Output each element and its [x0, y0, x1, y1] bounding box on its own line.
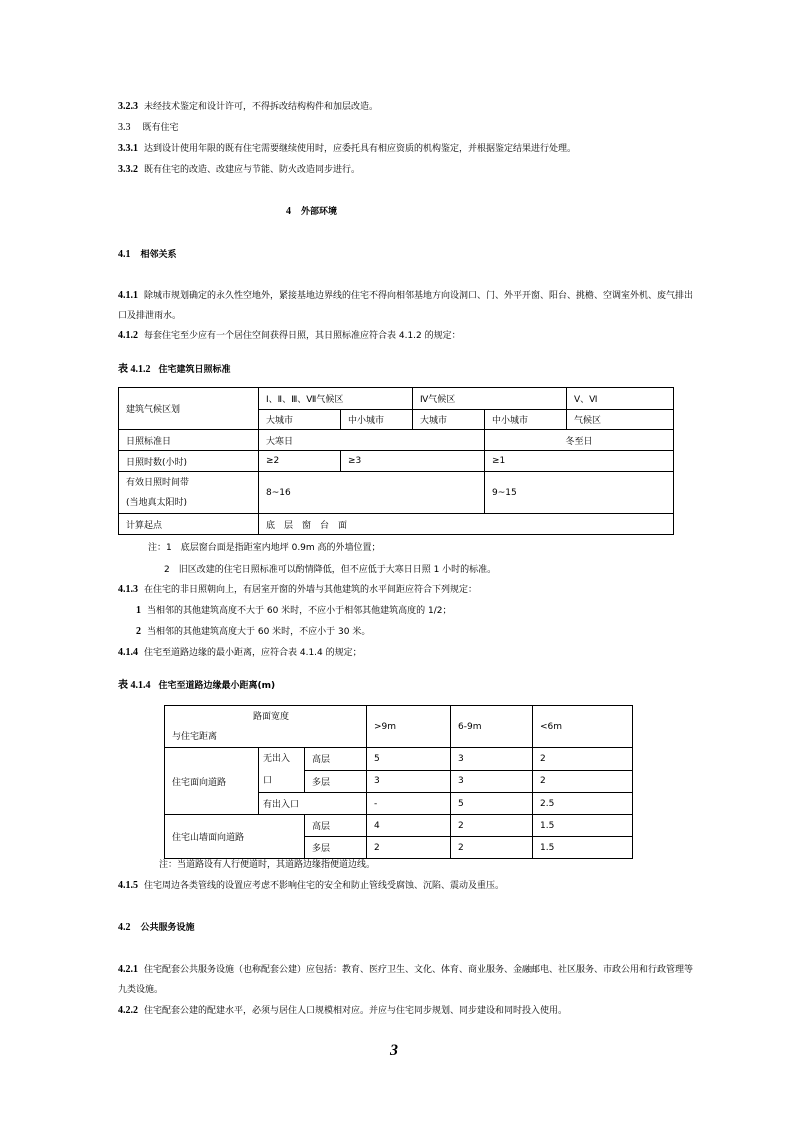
table-cell: 1.5: [533, 837, 633, 859]
header-line: 与住宅距离: [172, 731, 218, 742]
table-cell: ≥3: [341, 451, 485, 472]
table-cell: 冬至日: [485, 430, 674, 451]
para-4-2-1: [118, 964, 693, 976]
table-cell: 2: [533, 748, 633, 771]
para-4-1-2: [118, 330, 461, 342]
table-cell: 5: [367, 748, 451, 771]
table-cell: 高层: [305, 748, 367, 771]
para-4-2-2: [118, 1005, 567, 1017]
table-cell: ≥2: [259, 451, 341, 472]
para-text: 公共服务设施: [140, 923, 195, 933]
table-cell: 日照标准日: [119, 430, 259, 451]
table-cell: 5: [451, 793, 533, 815]
table-cell: 8~16: [259, 472, 485, 514]
table-cell: 中小城市: [341, 410, 413, 430]
table-cell: 3: [367, 770, 451, 793]
para-number: 1: [136, 605, 141, 616]
table-cell: 2: [533, 770, 633, 793]
table-cell: Ⅰ、Ⅱ、Ⅲ、Ⅶ气候区: [259, 388, 413, 410]
table2-caption: [118, 680, 275, 692]
para-text: 住宅周边各类管线的设置应考虑不影响住宅的安全和防止管线受腐蚀、沉陷、震动及重压。: [144, 881, 505, 891]
cell-line: (当地真太阳时): [126, 497, 188, 508]
para-text: 外部环境: [301, 207, 338, 217]
heading-4-1: [118, 249, 177, 261]
para-number: 4.2.1: [118, 964, 138, 975]
para-number: 3.3.2: [118, 164, 138, 175]
table-cell: [119, 472, 259, 514]
table-cell: 大寒日: [259, 430, 485, 451]
table-cell: 2: [451, 815, 533, 837]
table-cell: Ⅳ气候区: [413, 388, 567, 410]
para-text: 住宅配套公建的配建水平，必须与居住人口规模相对应。并应与住宅同步规划、同步建设和同时投入使用。: [144, 1006, 568, 1016]
para-number: 4.1.1: [118, 290, 138, 301]
table-cell: 3: [451, 770, 533, 793]
table-cell: 中小城市: [485, 410, 567, 430]
para-number: 4.2: [118, 922, 131, 933]
table-cell: 住宅山墙面向道路: [165, 815, 305, 859]
table1-note-2: 2 旧区改建的住宅日照标准可以酌情降低，但不应低于大寒日日照 1 小时的标准。: [164, 565, 497, 575]
para-number: 2: [136, 626, 141, 637]
table-cell: 2: [451, 837, 533, 859]
cell-line: 有效日照时间带: [126, 477, 190, 488]
para-text: 除城市规划确定的永久性空地外，紧接基地边界线的住宅不得向相邻基地方向设洞口、门、外平开窗、阳台、挑檐、空调室外机、废气排出: [144, 291, 694, 301]
table-cell: 6-9m: [451, 706, 533, 748]
table-cell: 多层: [305, 837, 367, 859]
para-text: 既有住宅: [142, 123, 179, 133]
table-cell: 大城市: [413, 410, 485, 430]
para-text: 未经技术鉴定和设计许可，不得拆改结构构件和加层改造。: [144, 102, 379, 112]
para-text: 住宅配套公共服务设施（也称配套公建）应包括：教育、医疗卫生、文化、体育、商业服务、金融邮电、社区服务、市政公用和行政管理等: [144, 965, 694, 975]
para-3-3-2: [118, 164, 360, 176]
table-cell: 高层: [305, 815, 367, 837]
table-cell: 3: [451, 748, 533, 771]
table2-note: 注：当道路设有人行便道时，其道路边缘指便道边线。: [159, 860, 376, 870]
table-cell: 9~15: [485, 472, 674, 514]
caption-text: 住宅至道路边缘最小距离(m): [158, 681, 276, 691]
para-3-3-1: [118, 143, 576, 155]
chapter-heading: [286, 206, 337, 218]
table-cell: 多层: [305, 770, 367, 793]
para-4-1-4: [118, 647, 362, 659]
para-number: 3.3: [118, 122, 131, 133]
para-number: 4.1.2: [118, 330, 138, 341]
table-cell: 气候区: [567, 410, 674, 430]
para-number: 4.1.3: [118, 584, 138, 595]
table1-note-1: 注：1 底层窗台面是指距室内地坪 0.9m 高的外墙位置；: [148, 543, 381, 553]
table-cell: Ⅴ、Ⅵ: [567, 388, 674, 410]
table-cell: 2.5: [533, 793, 633, 815]
table-cell: 底 层 窗 台 面: [259, 514, 674, 535]
para-text: 既有住宅的改造、改建应与节能、防火改造同步进行。: [144, 165, 361, 175]
para-text: 达到设计使用年限的既有住宅需要继续使用时，应委托具有相应资质的机构鉴定，并根据鉴定结果进行处理。: [144, 144, 577, 154]
table-cell: ≥1: [485, 451, 674, 472]
para-text: 当相邻的其他建筑高度不大于 60 米时，不应小于相邻其他建筑高度的 1/2；: [147, 606, 452, 616]
caption-text: 住宅建筑日照标准: [158, 365, 231, 375]
para-number: 4.1.4: [118, 647, 138, 658]
cell-line: 口: [263, 776, 273, 786]
table-cell: <6m: [533, 706, 633, 748]
para-text: 每套住宅至少应有一个居住空间获得日照，其日照标准应符合表 4.1.2 的规定：: [144, 331, 461, 341]
para-text: 在住宅的非日照朝向上，有居室开窗的外墙与其他建筑的水平间距应符合下列规定：: [144, 585, 478, 595]
para-4-1-5: [118, 880, 504, 892]
table-cell: >9m: [367, 706, 451, 748]
heading-3-3: [118, 122, 179, 134]
para-text: 当相邻的其他建筑高度大于 60 米时，不应小于 30 米。: [147, 627, 371, 637]
table-cell: 住宅面向道路: [165, 748, 259, 815]
para-4-1-1-cont: [118, 310, 181, 322]
para-4-2-1-cont: [118, 984, 163, 996]
para-3-2-3: [118, 101, 378, 113]
para-number: 4.1.5: [118, 880, 138, 891]
table-cell: 建筑气候区划: [119, 388, 259, 430]
para-4-1-3-item-1: [136, 605, 452, 617]
para-text: 住宅至道路边缘的最小距离，应符合表 4.1.4 的规定；: [144, 648, 362, 658]
header-line: 路面宽度: [253, 711, 290, 722]
para-text: 口及排泄雨水。: [118, 311, 182, 321]
para-4-1-3-item-2: [136, 626, 370, 638]
para-number: 4.2.2: [118, 1005, 138, 1016]
table-cell: 有出入口: [259, 793, 367, 815]
para-number: 4.1: [118, 249, 131, 260]
table-sunlight-standard: [118, 387, 674, 535]
table-cell: 大城市: [259, 410, 341, 430]
para-text: 九类设施。: [118, 985, 164, 995]
para-number: 3.3.1: [118, 143, 138, 154]
table-header-cell: [165, 706, 367, 748]
caption-number: 表 4.1.4: [118, 680, 151, 691]
heading-4-2: [118, 922, 195, 934]
table-cell: 日照时数(小时): [119, 451, 259, 472]
table-cell: -: [367, 793, 451, 815]
table1-caption: [118, 364, 231, 376]
table-cell: 1.5: [533, 815, 633, 837]
table-cell: 计算起点: [119, 514, 259, 535]
para-number: 3.2.3: [118, 101, 138, 112]
para-number: 4: [286, 206, 291, 217]
para-4-1-1: [118, 290, 693, 302]
cell-line: 无出入: [263, 754, 291, 764]
table-cell: [259, 748, 305, 793]
table-road-distance: [164, 705, 633, 859]
para-4-1-3: [118, 584, 477, 596]
table-cell: 2: [367, 837, 451, 859]
page-number: 3: [390, 1042, 398, 1059]
para-text: 相邻关系: [140, 250, 177, 260]
caption-number: 表 4.1.2: [118, 364, 151, 375]
table-cell: 4: [367, 815, 451, 837]
